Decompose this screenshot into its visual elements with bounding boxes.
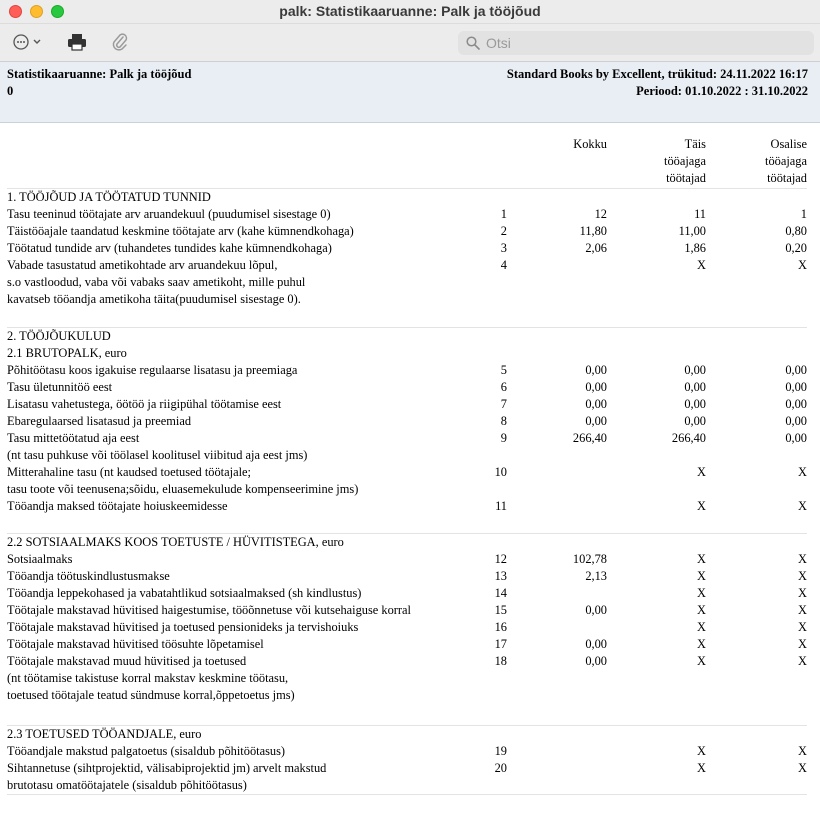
report-row [0, 274, 820, 291]
attach-button[interactable] [110, 31, 130, 53]
row-label: Tööandjale makstud palgatoetus (sisaldub põhitöötasus) [7, 744, 286, 758]
cell-osalise: 0,80 [785, 224, 807, 238]
cell-tais: X [697, 465, 706, 479]
report-row [0, 602, 820, 619]
report-row [0, 670, 820, 687]
cell-osalise: X [798, 499, 807, 513]
row-label: Tasu ületunnitöö eest [7, 380, 113, 394]
cell-tais: X [697, 654, 706, 668]
more-actions-button[interactable] [12, 31, 46, 53]
report-company-printed: Standard Books by Excellent, trükitud: 24.11.2022 16:17 [506, 67, 808, 81]
cell-osalise: 0,20 [785, 241, 807, 255]
cell-kokku: 0,00 [585, 380, 607, 394]
row-number: 9 [500, 431, 507, 445]
report-row [0, 687, 820, 704]
row-label: Mitterahaline tasu (nt kaudsed toetused töötajale; [7, 465, 251, 479]
row-number: 16 [494, 620, 507, 634]
row-label: Vabade tasustatud ametikohtade arv aruandekuu lõpul, [7, 258, 278, 272]
row-label: s.o vastloodud, vaba või vabaks saav ametikoht, mille puhul [7, 275, 306, 289]
row-number: 10 [494, 465, 507, 479]
row-label: 2.2 SOTSIAALMAKS KOOS TOETUSTE / HÜVITISTEGA, euro [7, 535, 344, 549]
row-label: Tasu teeninud töötajate arv aruandekuul (puudumisel sisestage 0) [7, 207, 331, 221]
paperclip-icon [111, 32, 129, 52]
cell-osalise: 0,00 [785, 363, 807, 377]
column-header-osalise-line: töötajad [767, 171, 807, 185]
cell-osalise: 1 [800, 207, 807, 221]
report-row [0, 568, 820, 585]
report-row [0, 396, 820, 413]
cell-kokku: 102,78 [572, 552, 607, 566]
search-box[interactable] [458, 31, 814, 55]
cell-tais: X [697, 586, 706, 600]
cell-tais: 1,86 [684, 241, 706, 255]
cell-kokku: 0,00 [585, 654, 607, 668]
report-row [0, 362, 820, 379]
row-number: 3 [500, 241, 507, 255]
row-label: Töötajale makstavad hüvitised haigestumise, tööõnnetuse või kutsehaiguse korral [7, 603, 411, 617]
more-options-icon [12, 33, 46, 51]
report-row [0, 223, 820, 240]
column-header-tais [640, 136, 706, 187]
row-label: brutotasu omatöötajatele (sisaldub põhitöötasus) [7, 778, 247, 792]
cell-osalise: X [798, 586, 807, 600]
row-number: 11 [495, 499, 507, 513]
report-row [0, 291, 820, 308]
report-header [0, 62, 820, 123]
report-row [0, 760, 820, 777]
print-button[interactable] [66, 31, 88, 53]
row-label: Sotsiaalmaks [7, 552, 73, 566]
row-label: 1. TÖÖJÕUD JA TÖÖTATUD TUNNID [7, 190, 211, 204]
row-label: Põhitöötasu koos igakuise regulaarse lisatasu ja preemiaga [7, 363, 298, 377]
row-number: 17 [494, 637, 507, 651]
cell-kokku: 11,80 [579, 224, 607, 238]
row-label: Sihtannetuse (sihtprojektid, välisabiprojektid jm) arvelt makstud [7, 761, 327, 775]
report-row [0, 257, 820, 274]
search-input[interactable] [486, 35, 786, 51]
report-subtitle: 0 [7, 84, 14, 98]
row-number: 19 [494, 744, 507, 758]
report-row [0, 726, 820, 743]
report-row [0, 447, 820, 464]
row-label: 2.3 TOETUSED TÖÖANDJALE, euro [7, 727, 202, 741]
column-header-tais-line: töötajad [666, 171, 706, 185]
cell-tais: 11,00 [678, 224, 706, 238]
divider [7, 794, 807, 795]
cell-osalise: X [798, 258, 807, 272]
cell-kokku: 12 [594, 207, 607, 221]
report-period: Periood: 01.10.2022 : 31.10.2022 [636, 84, 808, 98]
cell-osalise: X [798, 637, 807, 651]
column-header-osalise-line: tööajaga [765, 154, 807, 168]
report-row [0, 206, 820, 223]
row-label: Tasu mittetöötatud aja eest [7, 431, 140, 445]
report-row [0, 189, 820, 206]
cell-osalise: X [798, 761, 807, 775]
cell-osalise: X [798, 744, 807, 758]
cell-osalise: X [798, 465, 807, 479]
cell-tais: X [697, 499, 706, 513]
row-label: (nt töötamise takistuse korral makstav keskmine töötasu, [7, 671, 289, 685]
row-label: (nt tasu puhkuse või töölasel koolitusel viibitud aja eest jms) [7, 448, 308, 462]
cell-tais: X [697, 744, 706, 758]
search-icon [466, 36, 480, 50]
row-number: 1 [500, 207, 507, 221]
cell-tais: X [697, 603, 706, 617]
column-header-osalise [720, 136, 807, 187]
row-label: Tööandja töötuskindlustusmakse [7, 569, 170, 583]
column-header-osalise-line: Osalise [770, 137, 807, 151]
report-row [0, 534, 820, 551]
report-row [0, 430, 820, 447]
row-number: 20 [494, 761, 507, 775]
cell-tais: 0,00 [684, 414, 706, 428]
cell-kokku: 0,00 [585, 397, 607, 411]
row-label: 2.1 BRUTOPALK, euro [7, 346, 127, 360]
window-title: palk: Statistikaaruanne: Palk ja tööjõud [279, 3, 541, 19]
row-number: 2 [500, 224, 507, 238]
row-number: 8 [500, 414, 507, 428]
cell-osalise: X [798, 603, 807, 617]
cell-kokku: 2,13 [585, 569, 607, 583]
cell-osalise: 0,00 [785, 397, 807, 411]
row-number: 4 [500, 258, 507, 272]
cell-osalise: X [798, 620, 807, 634]
title-bar [0, 0, 820, 24]
row-label: toetused töötajale teatud sündmuse korral,õppetoetus jms) [7, 688, 295, 702]
report-row [0, 551, 820, 568]
cell-tais: X [697, 569, 706, 583]
report-row [0, 345, 820, 362]
row-label: 2. TÖÖJÕUKULUD [7, 329, 111, 343]
row-label: Täistööajale taandatud keskmine töötajate arv (kahe kümnendkohaga) [7, 224, 354, 238]
cell-tais: X [697, 258, 706, 272]
row-label: Ebaregulaarsed lisatasud ja preemiad [7, 414, 192, 428]
report-row [0, 379, 820, 396]
report-row [0, 481, 820, 498]
toolbar [0, 24, 820, 62]
row-number: 13 [494, 569, 507, 583]
cell-tais: 0,00 [684, 380, 706, 394]
row-label: tasu toote või teenusena;sõidu, eluasemekulude kompenseerimine jms) [7, 482, 359, 496]
cell-kokku: 266,40 [572, 431, 607, 445]
report-body [0, 124, 820, 833]
row-label: Tööandja maksed töötajate hoiuskeemidesse [7, 499, 228, 513]
row-label: Töötajale makstavad hüvitised ja toetused pensionideks ja tervishoiuks [7, 620, 359, 634]
column-header-tais-line: Täis [684, 137, 706, 151]
cell-kokku: 0,00 [585, 637, 607, 651]
row-number: 12 [494, 552, 507, 566]
cell-osalise: 0,00 [785, 431, 807, 445]
report-row [0, 777, 820, 794]
cell-tais: 11 [694, 207, 706, 221]
cell-osalise: X [798, 654, 807, 668]
report-title: Statistikaaruanne: Palk ja tööjõud [7, 67, 192, 81]
row-label: Tööandja leppekohased ja vabatahtlikud sotsiaalmaksed (sh kindlustus) [7, 586, 362, 600]
column-header-kokku [540, 136, 607, 153]
column-header-tais-line: tööajaga [664, 154, 706, 168]
row-label: Töötajale makstavad hüvitised töösuhte lõpetamisel [7, 637, 264, 651]
row-number: 15 [494, 603, 507, 617]
cell-tais: 0,00 [684, 363, 706, 377]
row-number: 6 [500, 380, 507, 394]
cell-tais: 266,40 [671, 431, 706, 445]
row-number: 7 [500, 397, 507, 411]
row-label: Lisatasu vahetustega, öötöö ja riigipühal töötamise eest [7, 397, 282, 411]
printer-icon [67, 33, 87, 51]
cell-osalise: 0,00 [785, 380, 807, 394]
cell-tais: X [697, 620, 706, 634]
cell-osalise: 0,00 [785, 414, 807, 428]
cell-tais: 0,00 [684, 397, 706, 411]
row-label: kavatseb tööandja ametikoha täita(puudumisel sisestage 0). [7, 292, 301, 306]
column-header-kokku-label: Kokku [573, 137, 607, 151]
cell-kokku: 2,06 [585, 241, 607, 255]
cell-tais: X [697, 637, 706, 651]
report-row [0, 240, 820, 257]
report-row [0, 413, 820, 430]
row-label: Töötatud tundide arv (tuhandetes tundides kahe kümnendkohaga) [7, 241, 332, 255]
report-row [0, 743, 820, 760]
report-row [0, 653, 820, 670]
cell-osalise: X [798, 569, 807, 583]
cell-kokku: 0,00 [585, 363, 607, 377]
cell-kokku: 0,00 [585, 414, 607, 428]
cell-tais: X [697, 552, 706, 566]
row-number: 5 [500, 363, 507, 377]
cell-kokku: 0,00 [585, 603, 607, 617]
report-row [0, 585, 820, 602]
report-row [0, 636, 820, 653]
report-row [0, 328, 820, 345]
report-row [0, 464, 820, 481]
row-number: 18 [494, 654, 507, 668]
report-row [0, 498, 820, 515]
row-label: Töötajale makstavad muud hüvitised ja toetused [7, 654, 247, 668]
row-number: 14 [494, 586, 507, 600]
report-row [0, 619, 820, 636]
cell-osalise: X [798, 552, 807, 566]
cell-tais: X [697, 761, 706, 775]
